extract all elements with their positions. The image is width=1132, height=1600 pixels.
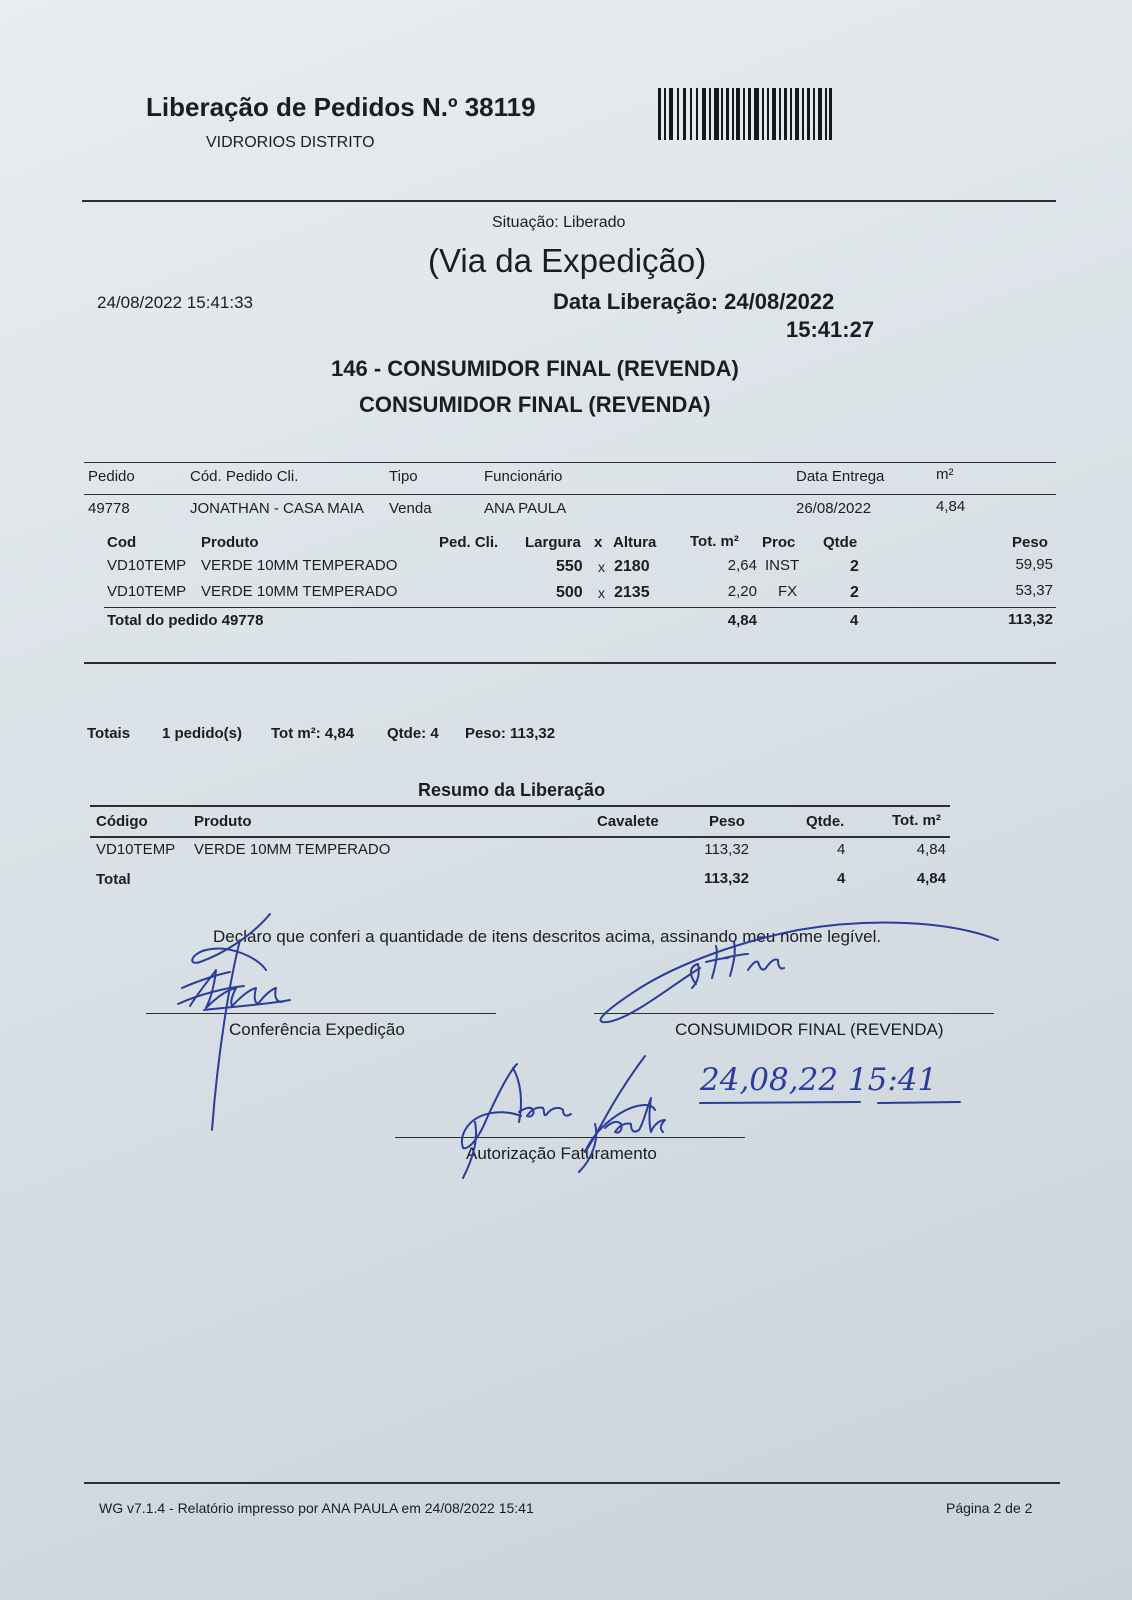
release-date: Data Liberação: 24/08/2022 xyxy=(553,289,835,314)
barcode xyxy=(658,88,832,140)
col-cod-pedido-cli: Cód. Pedido Cli. xyxy=(190,468,299,485)
totals-m2: Tot m²: 4,84 xyxy=(271,725,355,742)
col-pedido: Pedido xyxy=(88,468,135,485)
cell-tot-m2: 2,20 xyxy=(727,583,757,600)
col-altura: Altura xyxy=(613,534,657,551)
totals-qtde: Qtde: 4 xyxy=(387,725,439,742)
signature-label-autorizacao: Autorização Faturamento xyxy=(466,1144,657,1163)
signature-autorizacao xyxy=(455,1052,695,1182)
col-peso: Peso xyxy=(1012,534,1048,551)
company-name: VIDRORIOS DISTRITO xyxy=(206,134,375,151)
header-divider xyxy=(82,200,1056,202)
document-title: Liberação de Pedidos N.º 38119 xyxy=(146,92,536,122)
cell-qtde: 2 xyxy=(850,558,859,575)
cell-qtde: 2 xyxy=(850,584,859,601)
footer-print-info: WG v7.1.4 - Relatório impresso por ANA PAULA em 24/08/2022 15:41 xyxy=(99,1500,534,1516)
order-total-label: Total do pedido 49778 xyxy=(107,612,264,629)
col-m2: m² xyxy=(936,466,954,483)
copy-label: (Via da Expedição) xyxy=(428,242,707,279)
cell-m2: 4,84 xyxy=(936,498,966,515)
col-funcionario: Funcionário xyxy=(484,468,563,485)
col-tot-m2: Tot. m² xyxy=(892,812,941,829)
summary-total-m2: 4,84 xyxy=(916,870,946,887)
order-table-top-rule xyxy=(84,462,1056,463)
col-produto: Produto xyxy=(201,534,259,551)
cell-tipo: Venda xyxy=(389,500,432,517)
order-total-m2: 4,84 xyxy=(727,612,757,629)
client-name: CONSUMIDOR FINAL (REVENDA) xyxy=(359,392,711,417)
col-cavalete: Cavalete xyxy=(597,813,659,830)
signature-label-cliente: CONSUMIDOR FINAL (REVENDA) xyxy=(675,1020,944,1039)
summary-total-peso: 113,32 xyxy=(703,870,749,887)
cell-produto: VERDE 10MM TEMPERADO xyxy=(201,557,398,574)
col-tipo: Tipo xyxy=(389,468,418,485)
col-proc: Proc xyxy=(762,534,796,551)
cell-largura: 550 xyxy=(556,558,583,575)
summary-total-qtde: 4 xyxy=(837,870,846,887)
cell-altura: 2180 xyxy=(614,558,650,575)
cell-altura: 2135 xyxy=(614,584,650,601)
col-ped-cli: Ped. Cli. xyxy=(439,534,499,551)
col-peso: Peso xyxy=(709,813,745,830)
footer-divider xyxy=(84,1482,1060,1484)
summary-total-label: Total xyxy=(96,871,131,888)
handwritten-date: 24,08,22 15:41 xyxy=(700,1062,938,1098)
summary-header-rule xyxy=(90,836,950,838)
cell-peso: 53,37 xyxy=(1015,582,1053,599)
cell-tot-m2: 2,64 xyxy=(727,557,757,574)
signature-label-conferencia: Conferência Expedição xyxy=(229,1020,405,1039)
signature-conferencia xyxy=(170,910,320,1135)
summary-title: Resumo da Liberação xyxy=(418,780,606,800)
cell-proc: FX xyxy=(778,583,798,600)
declaration-text: Declaro que conferi a quantidade de itens descritos acima, assinando meu nome legível. xyxy=(213,927,882,946)
cell-tot-m2: 4,84 xyxy=(916,841,946,858)
cell-funcionario: ANA PAULA xyxy=(484,500,567,517)
col-x: x xyxy=(594,534,603,551)
print-datetime: 24/08/2022 15:41:33 xyxy=(97,293,253,312)
cell-produto: VERDE 10MM TEMPERADO xyxy=(194,841,391,858)
col-produto: Produto xyxy=(194,813,252,830)
order-section-divider xyxy=(84,662,1056,664)
order-total-peso: 113,32 xyxy=(1007,611,1053,628)
order-table-header-rule xyxy=(84,494,1056,495)
cell-cod-pedido-cli: JONATHAN - CASA MAIA xyxy=(190,500,364,517)
col-cod: Cod xyxy=(107,534,137,551)
cell-pedido: 49778 xyxy=(88,500,130,517)
order-total-qtde: 4 xyxy=(850,612,859,629)
col-codigo: Código xyxy=(96,813,148,830)
cell-x: x xyxy=(598,559,605,575)
cell-data-entrega: 26/08/2022 xyxy=(796,500,872,517)
cell-codigo: VD10TEMP xyxy=(96,841,176,858)
handwritten-date-underline xyxy=(698,1098,970,1108)
cell-cod: VD10TEMP xyxy=(107,583,187,600)
col-tot-m2: Tot. m² xyxy=(690,533,739,550)
release-time: 15:41:27 xyxy=(786,317,875,342)
cell-qtde: 4 xyxy=(837,841,846,858)
summary-top-rule xyxy=(90,805,950,807)
col-data-entrega: Data Entrega xyxy=(796,468,885,485)
signature-cliente xyxy=(588,918,1008,1033)
cell-cod: VD10TEMP xyxy=(107,557,187,574)
cell-produto: VERDE 10MM TEMPERADO xyxy=(201,583,398,600)
page-number: Página 2 de 2 xyxy=(946,1500,1033,1516)
cell-proc: INST xyxy=(765,557,800,574)
cell-x: x xyxy=(598,585,605,601)
totals-pedidos: 1 pedido(s) xyxy=(162,725,243,742)
status-label: Situação: Liberado xyxy=(492,214,626,231)
col-qtde: Qtde. xyxy=(806,813,845,830)
items-total-rule xyxy=(104,607,1056,608)
col-qtde: Qtde xyxy=(823,534,858,551)
cell-peso: 113,32 xyxy=(704,841,749,858)
cell-largura: 500 xyxy=(556,584,583,601)
col-largura: Largura xyxy=(525,534,581,551)
cell-peso: 59,95 xyxy=(1015,556,1053,573)
totals-label: Totais xyxy=(87,725,131,742)
client-code-name: 146 - CONSUMIDOR FINAL (REVENDA) xyxy=(331,356,739,381)
totals-peso: Peso: 113,32 xyxy=(465,725,556,742)
